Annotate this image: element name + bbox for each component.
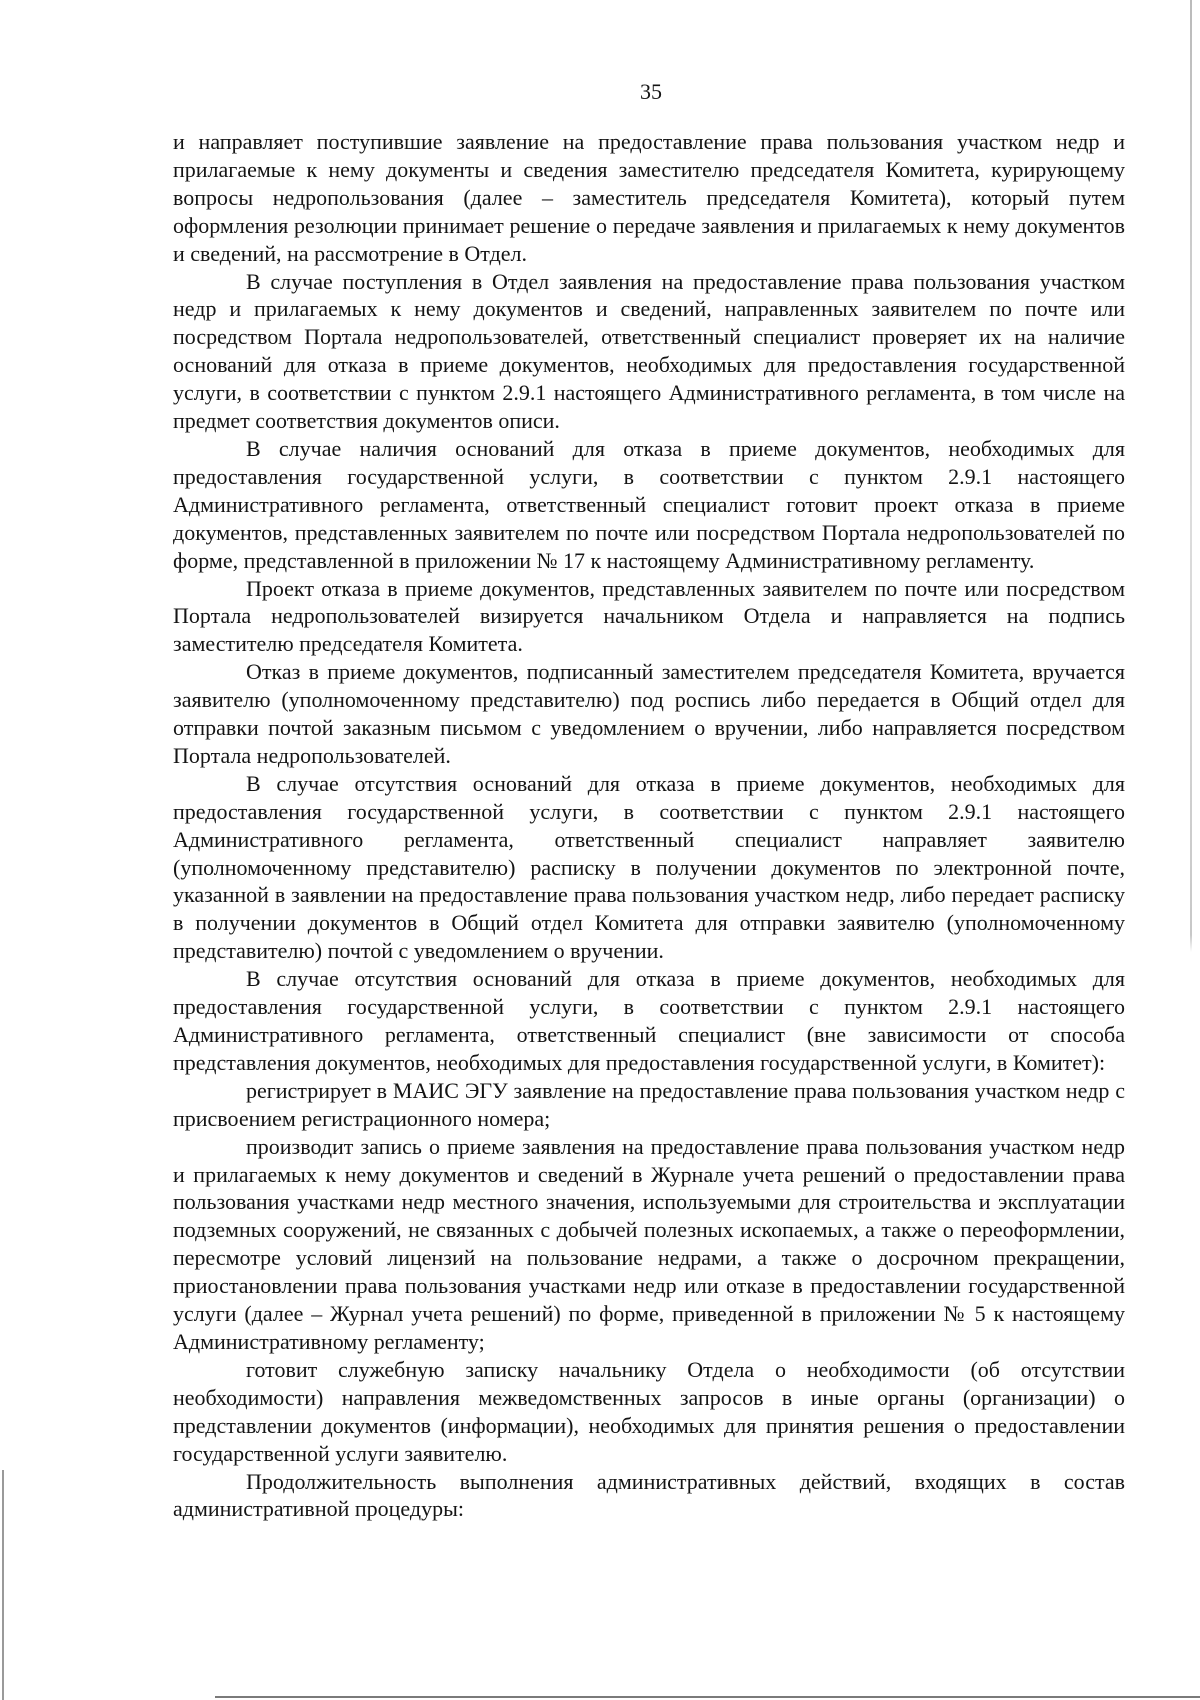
scan-edge-left [2, 1470, 4, 1700]
paragraph: и направляет поступившие заявление на предоставление права пользования участком недр и прилагаемые к нему документы и сведения заместителю председателя Комитета, курирующему вопросы недропользования (далее – заместитель председателя Комитета), который путем оформления резолюции принимает решение о передаче заявления и прилагаемых к нему документов и сведений, на рассмотрение в Отдел. [173, 129, 1125, 266]
list-item: готовит служебную записку начальнику Отдела о необходимости (об отсутствии необходимости) направления межведомственных запросов в иные органы (организации) о представлении документов (информации), необходимых для принятия решения о предоставлении государственной услуги заявителю. [173, 1356, 1125, 1466]
list-item: производит запись о приеме заявления на предоставление права пользования участком недр и прилагаемых к нему документов и сведений в Журнале учета решений о предоставлении права пользования участками недр местного значения, используемыми для строительства и эксплуатации подземных сооружений, не связанных с добычей полезных ископаемых, а также о переоформлении, пересмотре условий лицензий на пользование недрами, а также о досрочном прекращении, приостановлении права пользования участками недр или отказе в предоставлении государственной услуги (далее – Журнал учета решений) по форме, приведенной в приложении № 5 к настоящему Административному регламенту; [173, 1133, 1125, 1354]
paragraph: В случае поступления в Отдел заявления на предоставление права пользования участком недр и прилагаемых к нему документов и сведений, направленных заявителем по почте или посредством Портала недропользователей, ответственный специалист проверяет их на наличие оснований для отказа в приеме документов, необходимых для предоставления государственной услуги, в соответствии с пунктом 2.9.1 настоящего Административного регламента, в том числе на предмет соответствия документов описи. [173, 268, 1125, 434]
scan-edge-right [1190, 0, 1192, 1700]
scan-edge-bottom [215, 1696, 1200, 1698]
paragraph: В случае отсутствия оснований для отказа в приеме документов, необходимых для предоставления государственной услуги, в соответствии с пунктом 2.9.1 настоящего Административного регламента, ответственный специалист (вне зависимости от способа представления документов, необходимых для предоставления государственной услуги, в Комитет): [173, 966, 1125, 1075]
paragraph: Отказ в приеме документов, подписанный заместителем председателя Комитета, вручается заявителю (уполномоченному представителю) под роспись либо передается в Общий отдел для отправки почтой заказным письмом с уведомлением о вручении, либо направляется посредством Портала недропользователей. [173, 659, 1125, 768]
page-number: 35 [640, 79, 662, 104]
paragraph: В случае отсутствия оснований для отказа в приеме документов, необходимых для предоставления государственной услуги, в соответствии с пунктом 2.9.1 настоящего Административного регламента, ответственный специалист направляет заявителю (уполномоченному представителю) расписку в получении документов по электронной почте, указанной в заявлении на предоставление права пользования участком недр, либо передает расписку в получении документов в Общий отдел Комитета для отправки заявителю (уполномоченному представителю) почтой с уведомлением о вручении. [173, 770, 1125, 964]
paragraph: Продолжительность выполнения административных действий, входящих в состав административной процедуры: [173, 1468, 1125, 1522]
document-body [173, 128, 1125, 1523]
paragraph: Проект отказа в приеме документов, представленных заявителем по почте или посредством Портала недропользователей визируется начальником Отдела и направляется на подпись заместителю председателя Комитета. [173, 575, 1125, 657]
paragraph: В случае наличия оснований для отказа в приеме документов, необходимых для предоставления государственной услуги, в соответствии с пунктом 2.9.1 настоящего Административного регламента, ответственный специалист готовит проект отказа в приеме документов, представленных заявителем по почте или посредством Портала недропользователей по форме, представленной в приложении № 17 к настоящему Административному регламенту. [173, 435, 1125, 573]
list-item: регистрирует в МАИС ЭГУ заявление на предоставление права пользования участком недр с присвоением регистрационного номера; [173, 1077, 1125, 1131]
